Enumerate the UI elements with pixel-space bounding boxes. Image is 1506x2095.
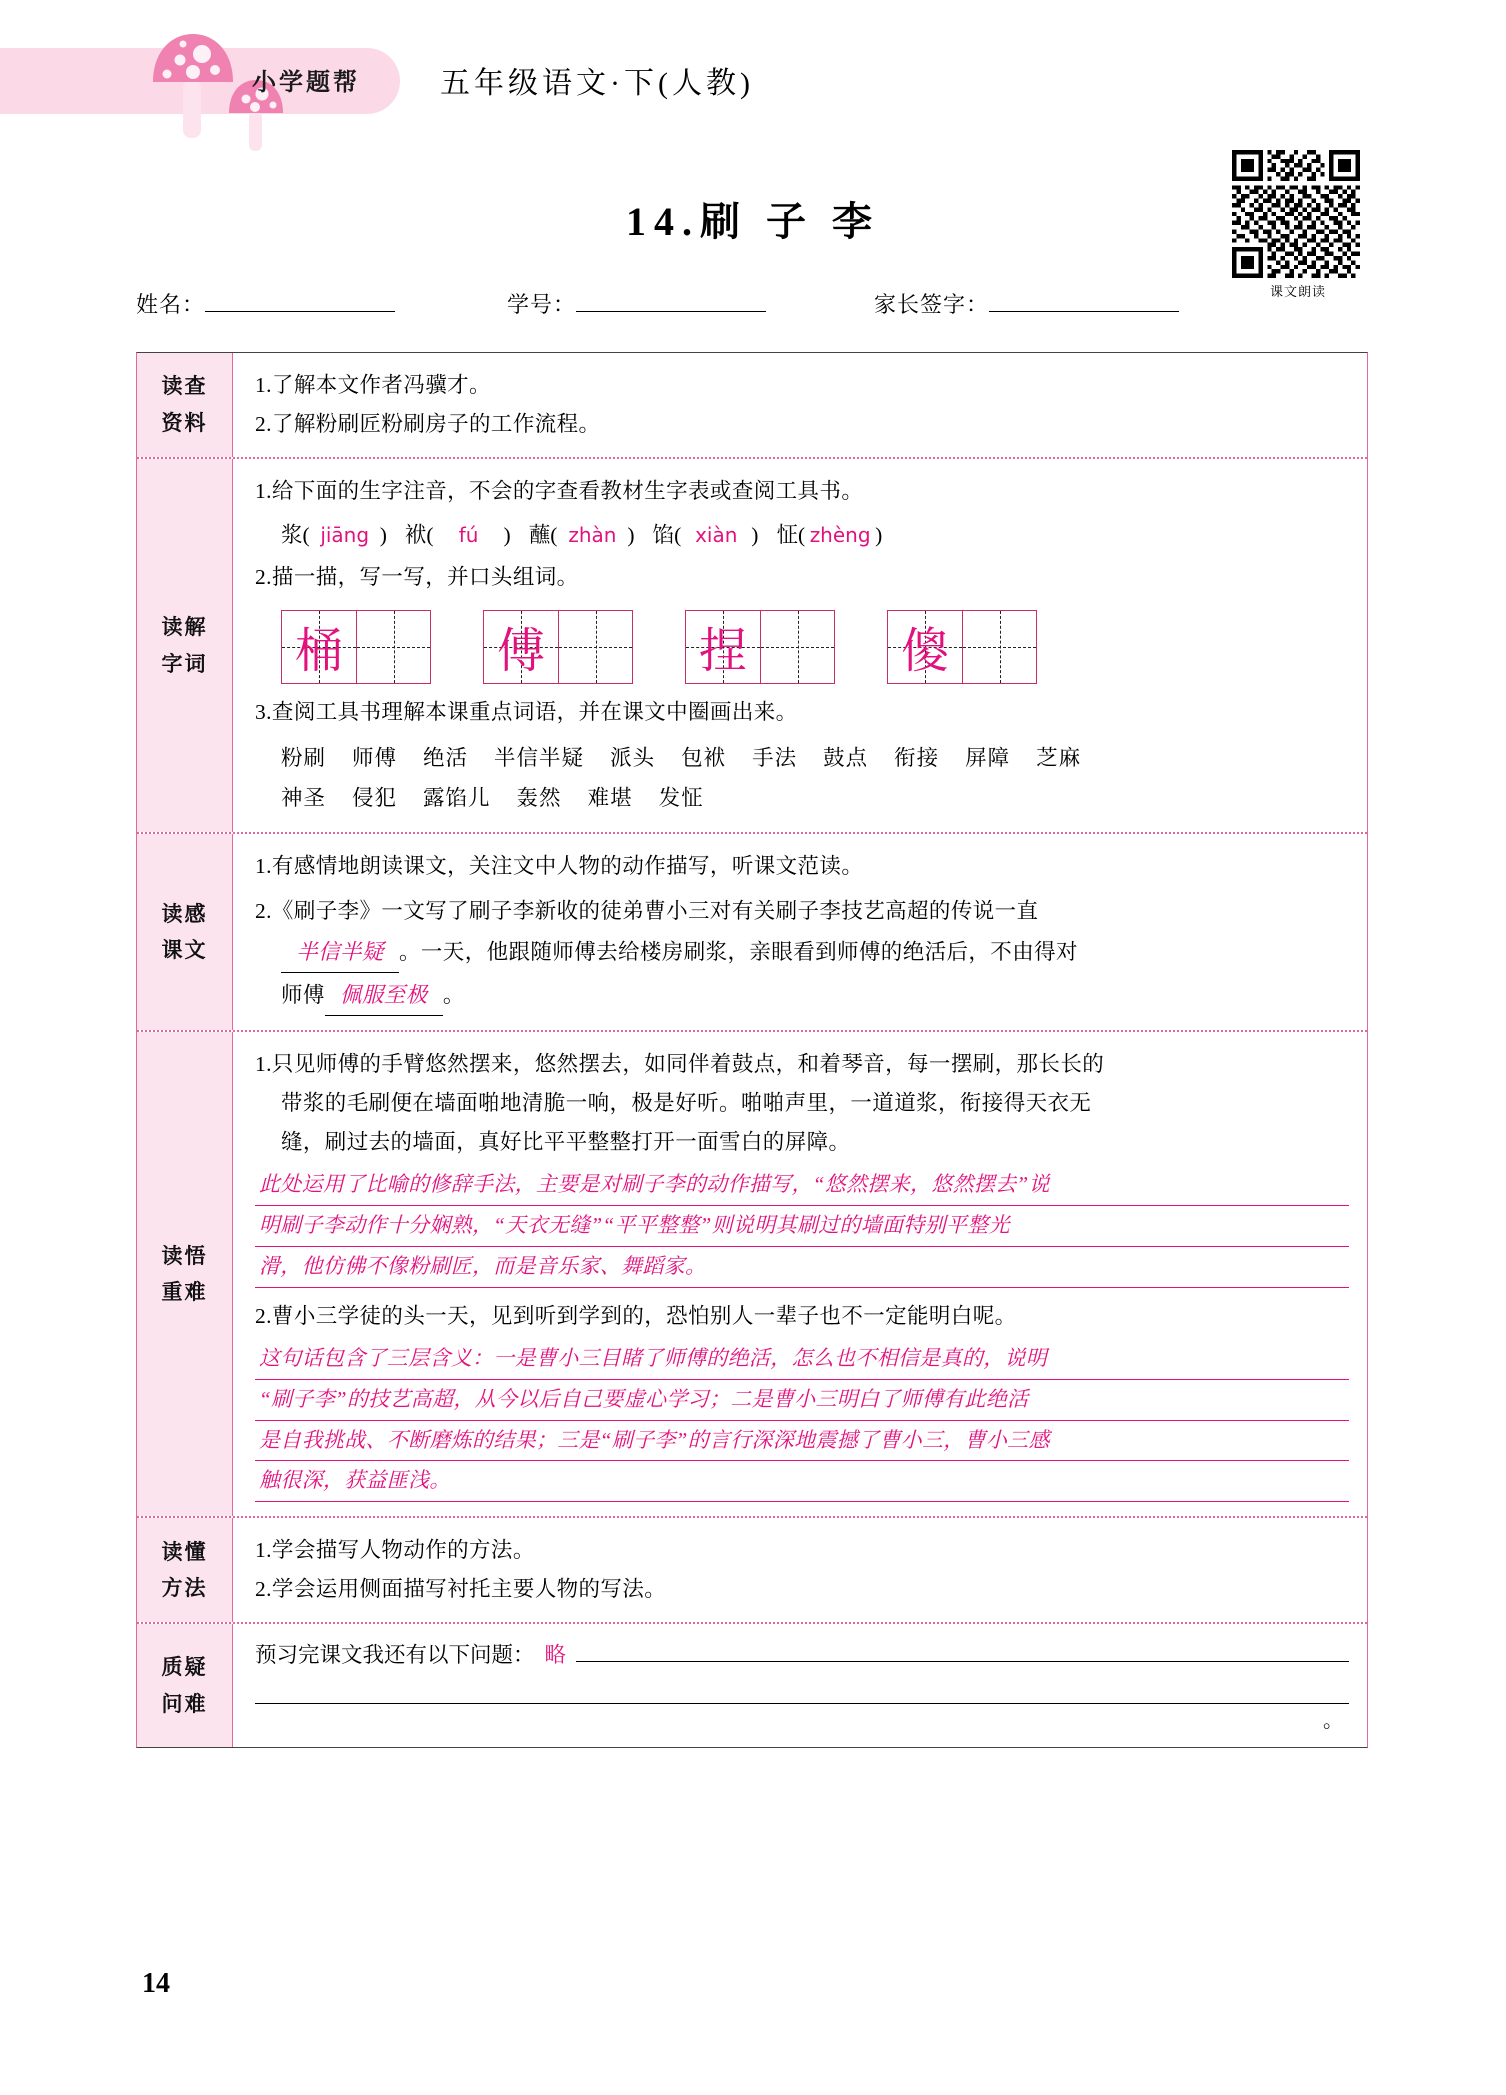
table-row-comprehension bbox=[137, 1030, 1367, 1516]
brand-label: 小学题帮 bbox=[252, 68, 360, 96]
pinyin-item[interactable]: 蘸( zhàn ) bbox=[528, 522, 635, 547]
key-word: 屏障 bbox=[965, 745, 1011, 770]
row-label-line1: 读懂 bbox=[161, 1539, 208, 1564]
mushroom-large-icon bbox=[152, 32, 234, 140]
pinyin-char: 蘸 bbox=[528, 522, 551, 547]
vocab-question-3: 3.查阅工具书理解本课重点词语，并在课文中圈画出来。 bbox=[255, 699, 798, 724]
row-label-line1: 读查 bbox=[161, 374, 208, 399]
reading-feel-item-2-row-2 bbox=[255, 977, 1349, 1016]
key-word: 神圣 bbox=[281, 785, 327, 810]
key-word: 难堪 bbox=[587, 785, 633, 810]
questions-blank-row-2 bbox=[255, 1703, 1349, 1704]
key-words-line-1 bbox=[281, 739, 1349, 779]
page-number: 14 bbox=[142, 1968, 170, 1999]
grid-character: 傻 bbox=[900, 625, 949, 679]
pinyin-char: 馅 bbox=[652, 522, 675, 547]
key-word: 包袱 bbox=[681, 745, 727, 770]
key-word: 芝麻 bbox=[1036, 745, 1082, 770]
table-row-research bbox=[137, 353, 1367, 457]
page-title: 14.刷 子 李 bbox=[626, 199, 880, 244]
questions-tail-period: 。 bbox=[1323, 1710, 1343, 1733]
row-label-method bbox=[137, 1518, 233, 1622]
row-body-vocabulary bbox=[233, 459, 1367, 832]
qr-code-icon[interactable] bbox=[1232, 150, 1360, 278]
comprehension-answer-2[interactable] bbox=[255, 1339, 1349, 1503]
character-grid[interactable] bbox=[887, 610, 1037, 684]
row-body-research bbox=[233, 353, 1367, 457]
grid-cell-empty[interactable] bbox=[558, 611, 632, 683]
pinyin-char: 袱 bbox=[404, 522, 427, 547]
book-title: 五年级语文·下(人教) bbox=[440, 67, 754, 100]
answer-line: 这句话包含了三层含义：一是曹小三目睹了师傅的绝活，怎么也不相信是真的，说明 bbox=[255, 1339, 1349, 1380]
key-words-line-2 bbox=[281, 779, 1349, 819]
pinyin-answer: zhèng bbox=[809, 522, 871, 547]
answer-line: 明刷子李动作十分娴熟，“天衣无缝”“平平整整”则说明其刷过的墙面特别平整光 bbox=[255, 1206, 1349, 1247]
row-label-line1: 读解 bbox=[161, 614, 208, 639]
reading-feel-item-2d: 。 bbox=[442, 983, 465, 1008]
row-label-line1: 读感 bbox=[161, 901, 208, 926]
grid-cell-filled[interactable] bbox=[484, 611, 558, 683]
table-row-method bbox=[137, 1516, 1367, 1622]
reading-feel-item-2a: 2.《刷子李》一文写了刷子李新收的徒弟曹小三对有关刷子李技艺高超的传说一直 bbox=[255, 899, 1039, 924]
key-word: 发怔 bbox=[658, 785, 704, 810]
method-item-2: 2.学会运用侧面描写衬托主要人物的写法。 bbox=[255, 1577, 667, 1602]
grid-character: 捏 bbox=[698, 625, 747, 679]
row-label-line2: 重难 bbox=[161, 1280, 208, 1305]
reading-feel-item-2b: 。一天，他跟随师傅去给楼房刷浆，亲眼看到师傅的绝活后，不由得对 bbox=[399, 940, 1078, 965]
key-words-list bbox=[255, 739, 1349, 819]
row-body-method bbox=[233, 1518, 1367, 1622]
student-info-row bbox=[136, 288, 1366, 319]
table-row-questions bbox=[137, 1622, 1367, 1747]
row-label-reading-feel bbox=[137, 834, 233, 1030]
research-item-1: 1.了解本文作者冯骥才。 bbox=[255, 373, 491, 397]
pinyin-answer: fú bbox=[458, 522, 479, 547]
comprehension-answer-1[interactable] bbox=[255, 1165, 1349, 1288]
row-body-questions bbox=[233, 1624, 1367, 1747]
reading-feel-item-2c: 师傅 bbox=[281, 983, 325, 1008]
character-grid[interactable] bbox=[685, 610, 835, 684]
grid-cell-empty[interactable] bbox=[962, 611, 1036, 683]
answer-line: 滑，他仿佛不像粉刷匠，而是音乐家、舞蹈家。 bbox=[255, 1247, 1349, 1288]
page-header bbox=[0, 0, 1506, 160]
table-row-reading-feel bbox=[137, 832, 1367, 1030]
qr-code-block[interactable] bbox=[1232, 150, 1364, 300]
name-field[interactable] bbox=[136, 288, 395, 319]
row-label-comprehension bbox=[137, 1032, 233, 1516]
key-word: 绝活 bbox=[423, 745, 469, 770]
name-blank[interactable] bbox=[205, 311, 395, 312]
comprehension-q1-line3: 缝，刷过去的墙面，真好比平平整整打开一面雪白的屏障。 bbox=[281, 1130, 851, 1155]
questions-prompt: 预习完课文我还有以下问题： bbox=[255, 1643, 535, 1668]
row-body-comprehension bbox=[233, 1032, 1367, 1516]
student-id-blank[interactable] bbox=[576, 311, 766, 312]
student-id-field[interactable] bbox=[507, 288, 766, 319]
character-practice-grids bbox=[255, 610, 1349, 684]
key-word: 师傅 bbox=[352, 745, 398, 770]
pinyin-answer: jiāng bbox=[320, 522, 370, 547]
pinyin-item[interactable]: 怔( zhèng ) bbox=[776, 522, 883, 547]
grid-character: 桶 bbox=[294, 625, 343, 679]
fill-blank-answer-2[interactable]: 佩服至极 bbox=[325, 977, 443, 1016]
answer-line: 此处运用了比喻的修辞手法，主要是对刷子李的动作描写，“悠然摆来，悠然摆去”说 bbox=[255, 1165, 1349, 1206]
grid-cell-filled[interactable] bbox=[888, 611, 962, 683]
qr-caption: 课文朗读 bbox=[1269, 284, 1326, 299]
row-label-questions bbox=[137, 1624, 233, 1747]
method-item-1: 1.学会描写人物动作的方法。 bbox=[255, 1538, 535, 1563]
grid-cell-filled[interactable] bbox=[686, 611, 760, 683]
character-grid[interactable] bbox=[483, 610, 633, 684]
parent-signature-blank[interactable] bbox=[989, 311, 1179, 312]
comprehension-q1-line2: 带浆的毛刷便在墙面啪地清脆一响，极是好听。啪啪声里，一道道浆，衔接得天衣无 bbox=[281, 1091, 1092, 1116]
key-word: 轰然 bbox=[516, 785, 562, 810]
row-label-vocabulary bbox=[137, 459, 233, 832]
vocab-question-2: 2.描一描，写一写，并口头组词。 bbox=[255, 564, 579, 589]
name-label: 姓名： bbox=[136, 292, 206, 317]
table-row-vocabulary bbox=[137, 457, 1367, 832]
row-label-line1: 质疑 bbox=[161, 1655, 208, 1680]
pinyin-answer: xiàn bbox=[695, 522, 738, 547]
parent-signature-field[interactable] bbox=[874, 288, 1179, 319]
vocab-question-1: 1.给下面的生字注音，不会的字查看教材生字表或查阅工具书。 bbox=[255, 478, 864, 503]
answer-line: 是自我挑战、不断磨炼的结果；三是“刷子李”的言行深深地震撼了曹小三，曹小三感 bbox=[255, 1421, 1349, 1462]
row-body-reading-feel bbox=[233, 834, 1367, 1030]
worksheet-table bbox=[136, 352, 1368, 1748]
pinyin-char: 怔 bbox=[776, 522, 798, 547]
row-label-line2: 字词 bbox=[161, 651, 208, 676]
row-label-line2: 问难 bbox=[161, 1691, 208, 1716]
row-label-research bbox=[137, 353, 233, 457]
grid-character: 傅 bbox=[496, 625, 545, 679]
reading-feel-item-1: 1.有感情地朗读课文，关注文中人物的动作描写，听课文范读。 bbox=[255, 854, 864, 879]
pinyin-answer-row bbox=[255, 518, 1349, 549]
row-label-line2: 课文 bbox=[161, 938, 208, 963]
row-label-line2: 资料 bbox=[161, 410, 208, 435]
pinyin-item[interactable]: 馅( xiàn ) bbox=[652, 522, 759, 547]
grid-cell-filled[interactable] bbox=[282, 611, 356, 683]
research-item-2: 2.了解粉刷匠粉刷房子的工作流程。 bbox=[255, 411, 601, 436]
comprehension-q1-line1: 1.只见师傅的手臂悠然摆来，悠然摆去，如同伴着鼓点，和着琴音，每一摆刷，那长长的 bbox=[255, 1052, 1105, 1077]
questions-blank-line-1[interactable] bbox=[576, 1661, 1349, 1662]
row-label-line2: 方法 bbox=[161, 1576, 208, 1601]
parent-signature-label: 家长签字： bbox=[874, 292, 990, 317]
key-word: 鼓点 bbox=[823, 745, 869, 770]
questions-blank-line-2[interactable] bbox=[255, 1703, 1349, 1704]
pinyin-char: 浆 bbox=[281, 522, 303, 547]
pinyin-item[interactable]: 袱( fú ) bbox=[404, 522, 511, 547]
pinyin-answer: zhàn bbox=[568, 522, 617, 547]
comprehension-q2: 2.曹小三学徒的头一天，见到听到学到的，恐怕别人一辈子也不一定能明白呢。 bbox=[255, 1303, 1017, 1328]
answer-line: 触很深，获益匪浅。 bbox=[255, 1461, 1349, 1502]
key-word: 衔接 bbox=[894, 745, 940, 770]
student-id-label: 学号： bbox=[507, 292, 577, 317]
key-word: 手法 bbox=[752, 745, 798, 770]
grid-cell-empty[interactable] bbox=[356, 611, 430, 683]
questions-spacer bbox=[255, 1669, 1349, 1703]
reading-feel-item-2-row bbox=[255, 934, 1349, 973]
character-grid[interactable] bbox=[281, 610, 431, 684]
grid-cell-empty[interactable] bbox=[760, 611, 834, 683]
key-word: 粉刷 bbox=[281, 745, 327, 770]
row-label-line1: 读悟 bbox=[161, 1243, 208, 1268]
key-word: 派头 bbox=[610, 745, 656, 770]
questions-answer[interactable]: 略 bbox=[544, 1643, 567, 1668]
pinyin-item[interactable]: 浆( jiāng ) bbox=[281, 522, 387, 547]
key-word: 露馅儿 bbox=[423, 785, 491, 810]
answer-line: “刷子李”的技艺高超，从今以后自己要虚心学习；二是曹小三明白了师傅有此绝活 bbox=[255, 1380, 1349, 1421]
questions-prompt-row bbox=[255, 1638, 1349, 1669]
key-word: 半信半疑 bbox=[494, 745, 585, 770]
fill-blank-answer-1[interactable]: 半信半疑 bbox=[281, 934, 399, 973]
key-word: 侵犯 bbox=[352, 785, 398, 810]
